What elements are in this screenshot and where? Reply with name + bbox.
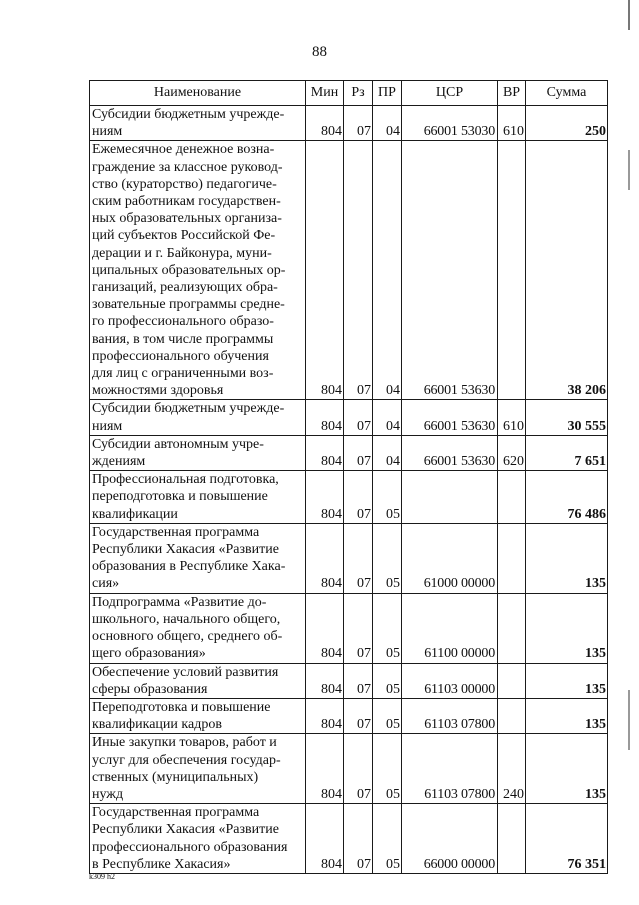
- row-pr-cell: 05: [373, 471, 402, 524]
- row-vr-cell: [498, 593, 526, 663]
- row-rz-cell: 07: [344, 593, 373, 663]
- table-row: [90, 523, 608, 593]
- row-pr-cell: 04: [373, 400, 402, 435]
- row-pr-cell: 04: [373, 141, 402, 400]
- row-name-cell: Государственная программа Республики Хакасия «Развитие образования в Республике Хака- сия»: [90, 523, 306, 593]
- row-csr-cell: 66001 53630: [402, 141, 498, 400]
- table-header-row: [90, 81, 608, 106]
- row-sum-cell: 135: [526, 698, 608, 733]
- row-pr-cell: 05: [373, 698, 402, 733]
- row-rz-cell: 07: [344, 663, 373, 698]
- row-min-cell: 804: [306, 106, 344, 141]
- row-name-cell: Субсидии бюджетным учрежде- ниям: [90, 106, 306, 141]
- row-min-cell: 804: [306, 141, 344, 400]
- table-row: [90, 593, 608, 663]
- row-sum-cell: 250: [526, 106, 608, 141]
- row-name-cell: Субсидии автономным учре- ждениям: [90, 435, 306, 470]
- row-min-cell: 804: [306, 593, 344, 663]
- row-min-cell: 804: [306, 523, 344, 593]
- row-rz-cell: 07: [344, 523, 373, 593]
- row-sum-cell: 7 651: [526, 435, 608, 470]
- row-min-cell: 804: [306, 435, 344, 470]
- row-min-cell: 804: [306, 734, 344, 804]
- row-min-cell: 804: [306, 471, 344, 524]
- row-sum-cell: 76 351: [526, 804, 608, 874]
- scan-edge-mark: [628, 150, 630, 190]
- scan-edge-mark: [628, 690, 630, 750]
- row-csr-cell: 61000 00000: [402, 523, 498, 593]
- column-header-rz: Рз: [344, 81, 373, 106]
- row-vr-cell: 620: [498, 435, 526, 470]
- row-sum-cell: 135: [526, 593, 608, 663]
- row-min-cell: 804: [306, 663, 344, 698]
- row-pr-cell: 05: [373, 734, 402, 804]
- row-vr-cell: 610: [498, 400, 526, 435]
- row-csr-cell: 66001 53630: [402, 400, 498, 435]
- row-vr-cell: 240: [498, 734, 526, 804]
- row-pr-cell: 04: [373, 435, 402, 470]
- row-pr-cell: 05: [373, 663, 402, 698]
- row-name-cell: Обеспечение условий развития сферы образования: [90, 663, 306, 698]
- row-vr-cell: 610: [498, 106, 526, 141]
- row-vr-cell: [498, 804, 526, 874]
- table-row: [90, 698, 608, 733]
- column-header-pr: ПР: [373, 81, 402, 106]
- row-csr-cell: 66001 53630: [402, 435, 498, 470]
- column-header-vr: ВР: [498, 81, 526, 106]
- row-csr-cell: 61100 00000: [402, 593, 498, 663]
- row-sum-cell: 76 486: [526, 471, 608, 524]
- row-name-cell: Ежемесячное денежное возна- граждение за классное руковод- ство (кураторство) педагогиче- ским работникам государствен- ных образовательных организа- ций субъектов Российской Фе- дерации и г. Байконура, муни- ципальных образовательных ор- ганизаций, реализующих обра- зовательные программы средне- го профессионального образо- вания, в том числе программы профессионального обучения для лиц с ограниченными воз- можностями здоровья: [90, 141, 306, 400]
- budget-table: [89, 80, 608, 874]
- row-rz-cell: 07: [344, 734, 373, 804]
- row-name-cell: Государственная программа Республики Хакасия «Развитие профессионального образования в Республике Хакасия»: [90, 804, 306, 874]
- table-row: [90, 663, 608, 698]
- scan-edge-mark: [628, 0, 630, 30]
- row-csr-cell: 61103 07800: [402, 734, 498, 804]
- row-pr-cell: 04: [373, 106, 402, 141]
- row-min-cell: 804: [306, 804, 344, 874]
- row-csr-cell: [402, 471, 498, 524]
- row-sum-cell: 135: [526, 663, 608, 698]
- column-header-csr: ЦСР: [402, 81, 498, 106]
- row-vr-cell: [498, 698, 526, 733]
- row-vr-cell: [498, 141, 526, 400]
- row-name-cell: Иные закупки товаров, работ и услуг для обеспечения государ- ственных (муниципальных) нужд: [90, 734, 306, 804]
- row-name-cell: Субсидии бюджетным учрежде- ниям: [90, 400, 306, 435]
- row-rz-cell: 07: [344, 804, 373, 874]
- row-csr-cell: 61103 07800: [402, 698, 498, 733]
- row-rz-cell: 07: [344, 471, 373, 524]
- table-row: [90, 106, 608, 141]
- row-csr-cell: 61103 00000: [402, 663, 498, 698]
- table-row: [90, 141, 608, 400]
- row-sum-cell: 135: [526, 523, 608, 593]
- row-pr-cell: 05: [373, 804, 402, 874]
- row-sum-cell: 38 206: [526, 141, 608, 400]
- column-header-min: Мин: [306, 81, 344, 106]
- footer-mark: k309 h2: [89, 872, 115, 881]
- table-row: [90, 804, 608, 874]
- row-sum-cell: 30 555: [526, 400, 608, 435]
- table-body: [90, 106, 608, 874]
- column-header-sum: Сумма: [526, 81, 608, 106]
- row-csr-cell: 66000 00000: [402, 804, 498, 874]
- row-name-cell: Переподготовка и повышение квалификации кадров: [90, 698, 306, 733]
- row-csr-cell: 66001 53030: [402, 106, 498, 141]
- table-row: [90, 734, 608, 804]
- row-pr-cell: 05: [373, 593, 402, 663]
- row-rz-cell: 07: [344, 106, 373, 141]
- row-pr-cell: 05: [373, 523, 402, 593]
- column-header-name: Наименование: [90, 81, 306, 106]
- table-row: [90, 435, 608, 470]
- page-number: 88: [312, 44, 327, 60]
- row-vr-cell: [498, 523, 526, 593]
- row-rz-cell: 07: [344, 400, 373, 435]
- row-sum-cell: 135: [526, 734, 608, 804]
- row-rz-cell: 07: [344, 435, 373, 470]
- row-name-cell: Профессиональная подготовка, переподготовка и повышение квалификации: [90, 471, 306, 524]
- row-rz-cell: 07: [344, 698, 373, 733]
- row-vr-cell: [498, 471, 526, 524]
- row-rz-cell: 07: [344, 141, 373, 400]
- row-min-cell: 804: [306, 400, 344, 435]
- row-min-cell: 804: [306, 698, 344, 733]
- table-row: [90, 471, 608, 524]
- table-row: [90, 400, 608, 435]
- row-name-cell: Подпрограмма «Развитие до- школьного, начального общего, основного общего, среднего об- щего образования»: [90, 593, 306, 663]
- row-vr-cell: [498, 663, 526, 698]
